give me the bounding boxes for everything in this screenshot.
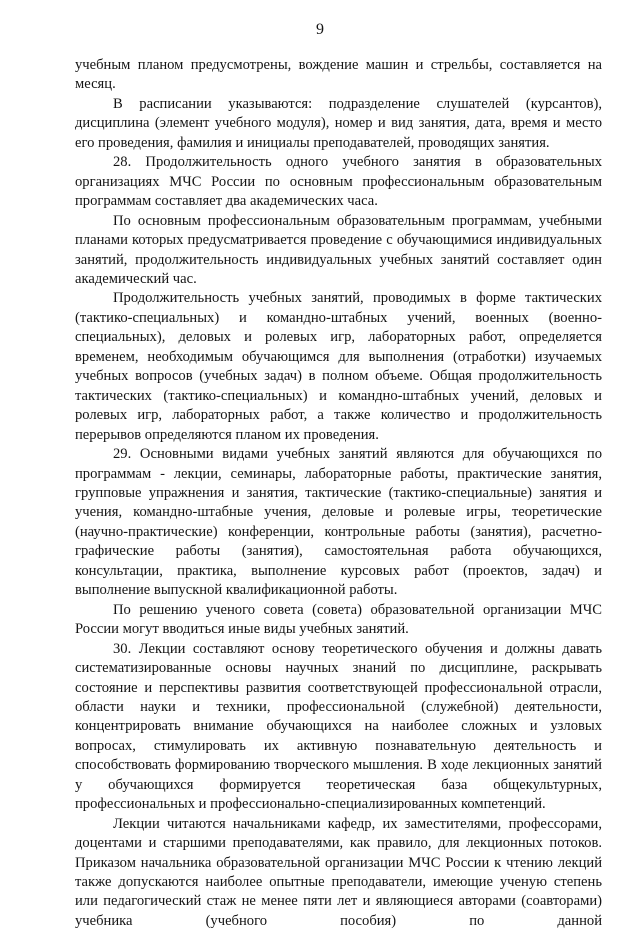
paragraph-other-lesson-types: По решению ученого совета (совета) образовательной организации МЧС России могут вводиться иные виды учебных занятий. — [75, 601, 602, 638]
paragraph-28-lesson-duration: 28. Продолжительность одного учебного занятия в образовательных организациях МЧС России по основным профессиональным образовательным программам составляет два академических часа. — [75, 154, 602, 210]
page-number: 9 — [316, 21, 324, 38]
paragraph-schedule-contents: В расписании указываются: подразделение слушателей (курсантов), дисциплина (элемент учебного модуля), номер и вид занятия, дата, время и место его проведения, фамилия и инициалы преподавателей, проводящих занятия. — [75, 95, 602, 151]
paragraph-lecturers: Лекции читаются начальниками кафедр, их заместителями, профессорами, доцентами и старшими преподавателями, как правило, для лекционных потоков. Приказом начальника образовательной организации МЧС России к чтению лекций также допускаются наиболее опытные преподаватели, имеющие ученую степень или педагогический стаж не менее пяти лет и являющиеся авторами (соавторами) учебника (учебного пособия) по данной — [75, 815, 602, 929]
paragraph-29-lesson-types: 29. Основными видами учебных занятий являются для обучающихся по программам - лекции, семинары, лабораторные работы, практические занятия, групповые упражнения и занятия, тактические (тактико-специальные) занятия и учения, командно-штабные учения, деловые и ролевые игры, теоретические (научно-практические) конференции, контрольные работы (занятия), расчетно-графические работы (занятия), самостоятельная работа обучающихся, консультации, практика, выполнение курсовых работ (проектов, задач) и выполнение выпускной квалификационной работы. — [75, 446, 602, 599]
paragraph-individual-lessons: По основным профессиональным образовательным программам, учебными планами которых предусматривается проведение с обучающимися индивидуальных занятий, продолжительность индивидуальных учебных занятий составляет один академический час. — [75, 212, 602, 287]
document-body — [75, 56, 602, 931]
paragraph-continuation: учебным планом предусмотрены, вождение машин и стрельбы, составляется на месяц. — [75, 57, 602, 93]
paragraph-exercise-duration: Продолжительность учебных занятий, проводимых в форме тактических (тактико-специальных) и командно-штабных учений, военных (военно-специальных), деловых и ролевых игр, лабораторных работ, определяется временем, необходимым обучающимся для выполнения (отработки) изучаемых учебных вопросов (учебных задач) в полном объеме. Общая продолжительность тактических (тактико-специальных) и командно-штабных учений, деловых и ролевых игр, лабораторных работ, а также количество и продолжительность перерывов определяются планом их проведения. — [75, 290, 602, 443]
paragraph-30-lectures: 30. Лекции составляют основу теоретического обучения и должны давать систематизированные основы научных знаний по дисциплине, раскрывать состояние и перспективы развития соответствующей профессиональной отрасли, области науки и техники, профессиональной (служебной) деятельности, концентрировать внимание обучающихся на наиболее сложных и узловых вопросах, стимулировать их активную познавательную деятельность и способствовать формированию творческого мышления. В ходе лекционных занятий у обучающихся формируется теоретическая база общекультурных, профессиональных и профессионально-специализированных компетенций. — [75, 640, 602, 813]
